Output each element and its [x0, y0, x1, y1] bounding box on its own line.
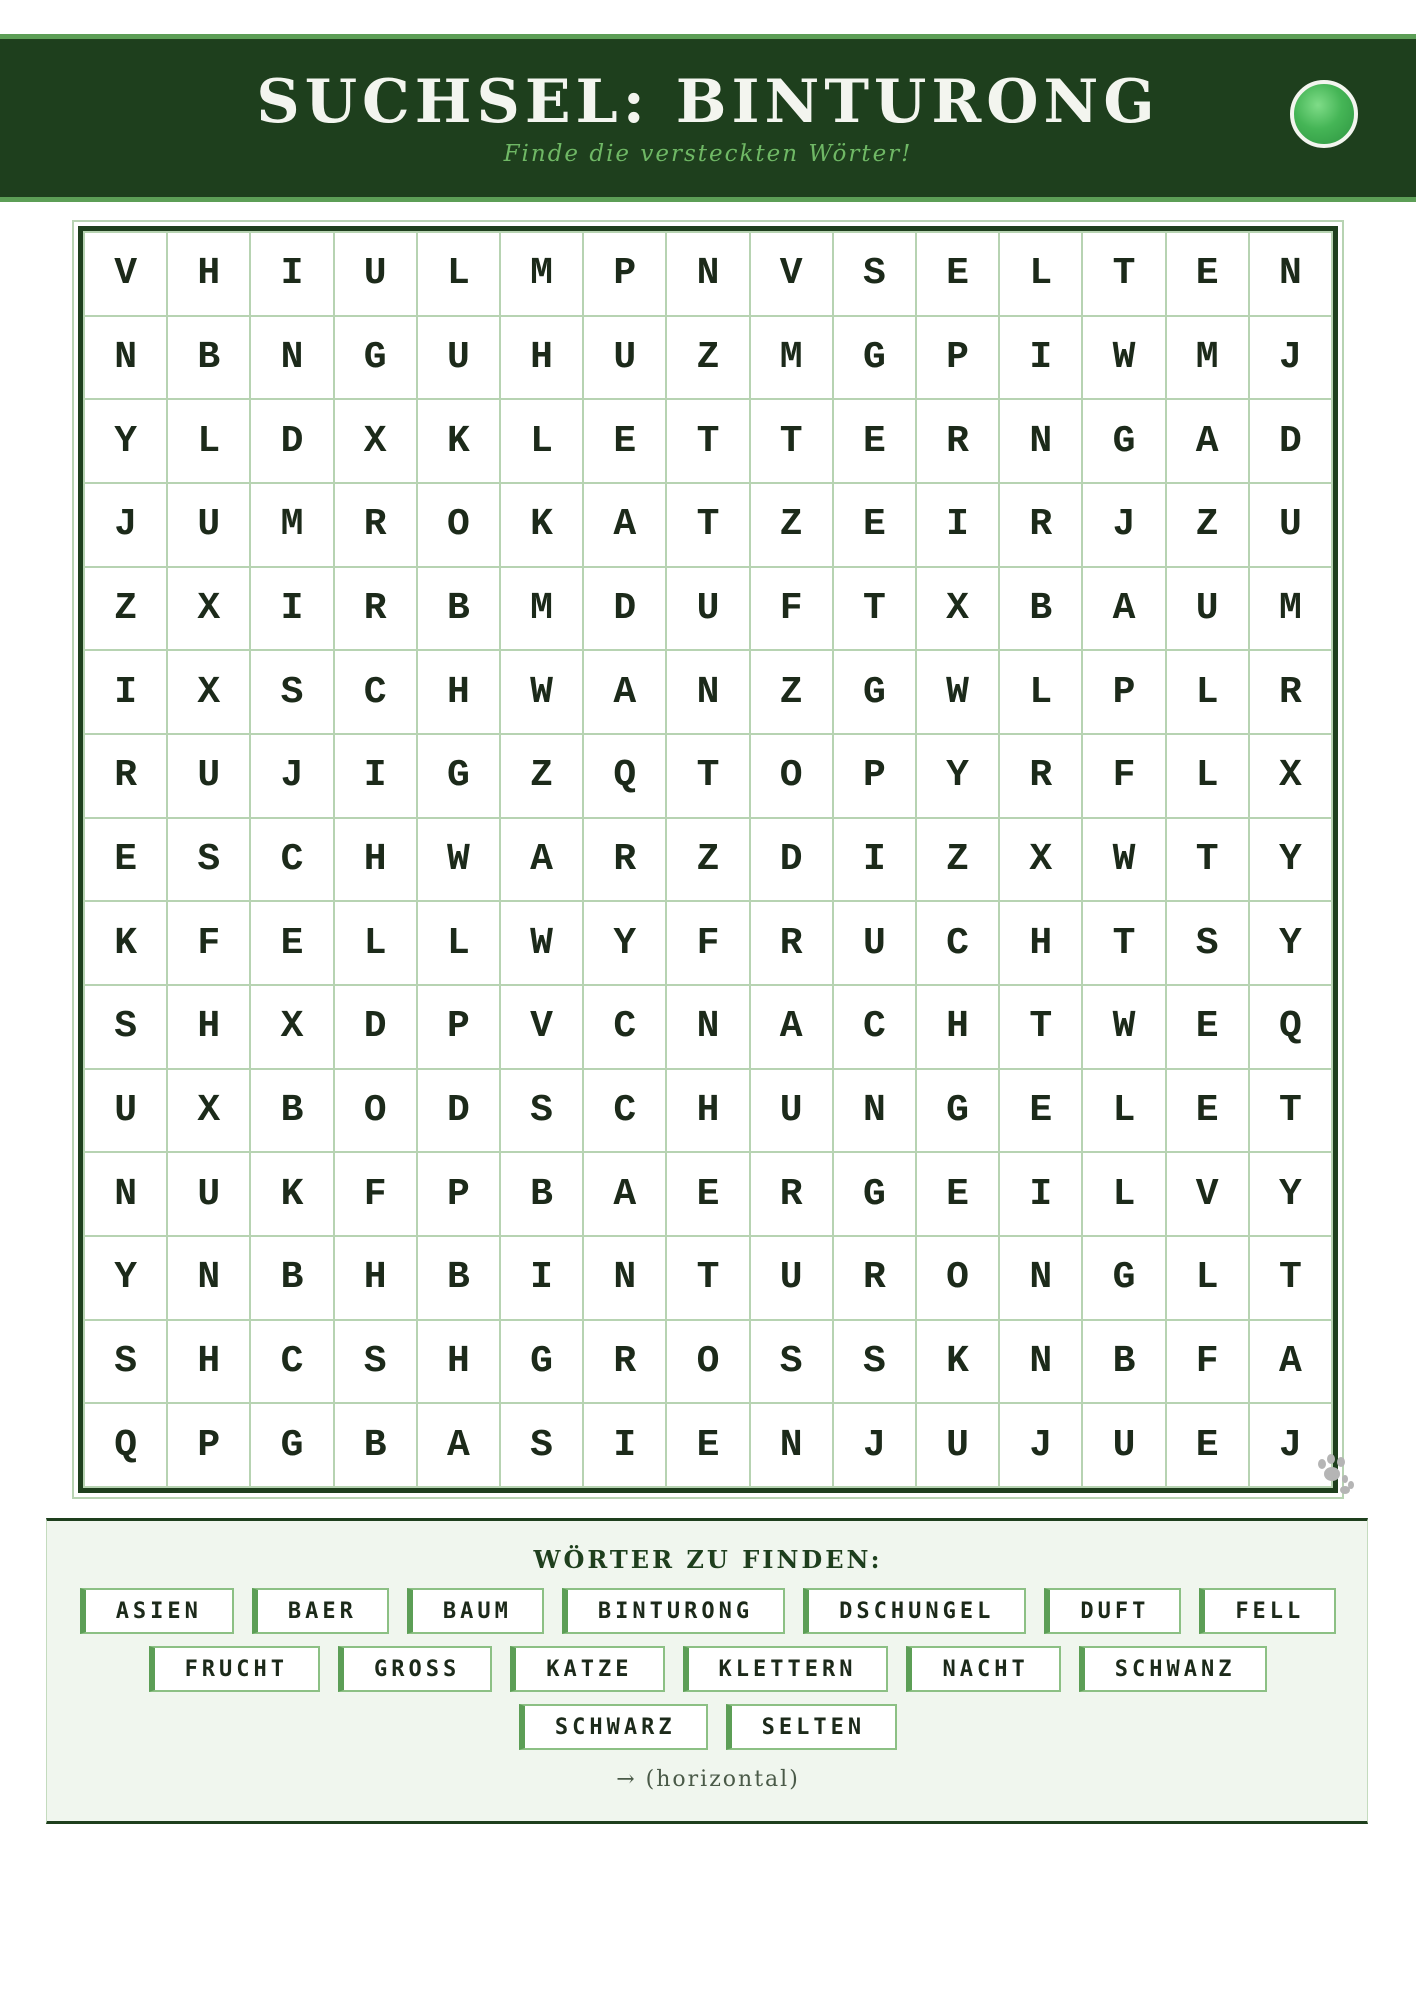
grid-cell: F	[335, 1153, 418, 1237]
grid-cell: B	[1000, 568, 1083, 652]
grid-cell: R	[751, 1153, 834, 1237]
grid-cell: W	[917, 651, 1000, 735]
word-chip: BAUM	[407, 1588, 544, 1634]
grid-cell: L	[168, 400, 251, 484]
word-chip: SELTEN	[726, 1704, 897, 1750]
grid-cell: Y	[584, 902, 667, 986]
grid-cell: F	[751, 568, 834, 652]
grid-cell: N	[834, 1070, 917, 1154]
grid-cell: X	[1250, 735, 1333, 819]
grid-cell: K	[251, 1153, 334, 1237]
grid-cell: D	[418, 1070, 501, 1154]
grid-cell: T	[834, 568, 917, 652]
grid-cell: I	[917, 484, 1000, 568]
grid-cell: C	[251, 819, 334, 903]
letter-grid	[83, 231, 1333, 1488]
grid-cell: N	[1250, 233, 1333, 317]
grid-cell: I	[584, 1404, 667, 1488]
grid-cell: B	[335, 1404, 418, 1488]
grid-cell: T	[751, 400, 834, 484]
grid-cell: W	[1083, 317, 1166, 401]
grid-cell: B	[251, 1237, 334, 1321]
word-list-panel	[46, 1518, 1368, 1824]
grid-cell: U	[751, 1237, 834, 1321]
grid-cell: G	[834, 651, 917, 735]
grid-cell: E	[667, 1153, 750, 1237]
grid-cell: U	[1083, 1404, 1166, 1488]
grid-cell: X	[168, 651, 251, 735]
grid-cell: E	[1167, 986, 1250, 1070]
grid-cell: E	[834, 484, 917, 568]
word-list-heading: WÖRTER ZU FINDEN:	[533, 1545, 883, 1574]
grid-cell: I	[1000, 1153, 1083, 1237]
grid-cell: P	[584, 233, 667, 317]
grid-cell: G	[1083, 1237, 1166, 1321]
word-chip: GROSS	[338, 1646, 492, 1692]
grid-cell: H	[168, 986, 251, 1070]
word-chip: ASIEN	[80, 1588, 234, 1634]
grid-cell: L	[1083, 1153, 1166, 1237]
grid-cell: T	[1250, 1237, 1333, 1321]
grid-cell: P	[168, 1404, 251, 1488]
grid-cell: X	[1000, 819, 1083, 903]
word-chip: KATZE	[510, 1646, 664, 1692]
grid-cell: T	[1083, 233, 1166, 317]
grid-cell: M	[1250, 568, 1333, 652]
grid-cell: J	[1250, 1404, 1333, 1488]
grid-cell: M	[501, 233, 584, 317]
grid-cell: R	[1250, 651, 1333, 735]
grid-cell: L	[1167, 735, 1250, 819]
grid-cell: U	[834, 902, 917, 986]
grid-cell: U	[584, 317, 667, 401]
grid-cell: U	[168, 484, 251, 568]
grid-cell: S	[834, 233, 917, 317]
grid-cell: I	[251, 568, 334, 652]
grid-cell: N	[751, 1404, 834, 1488]
grid-cell: M	[501, 568, 584, 652]
grid-cell: U	[751, 1070, 834, 1154]
grid-cell: H	[418, 651, 501, 735]
grid-cell: H	[917, 986, 1000, 1070]
grid-cell: B	[418, 1237, 501, 1321]
word-chip: FELL	[1199, 1588, 1336, 1634]
grid-cell: Z	[85, 568, 168, 652]
grid-cell: J	[834, 1404, 917, 1488]
grid-cell: W	[418, 819, 501, 903]
grid-cell: S	[834, 1321, 917, 1405]
grid-cell: H	[418, 1321, 501, 1405]
green-dot-icon	[1290, 80, 1358, 148]
grid-cell: N	[1000, 1237, 1083, 1321]
grid-cell: H	[335, 819, 418, 903]
grid-cell: T	[667, 400, 750, 484]
grid-cell: N	[85, 317, 168, 401]
grid-cell: A	[1083, 568, 1166, 652]
grid-cell: C	[584, 1070, 667, 1154]
grid-cell: H	[667, 1070, 750, 1154]
grid-cell: E	[85, 819, 168, 903]
word-row	[47, 1646, 1369, 1692]
grid-cell: L	[335, 902, 418, 986]
word-chip: NACHT	[906, 1646, 1060, 1692]
grid-cell: H	[501, 317, 584, 401]
grid-cell: A	[418, 1404, 501, 1488]
grid-cell: B	[168, 317, 251, 401]
page-subtitle: Finde die versteckten Wörter!	[503, 141, 913, 167]
grid-cell: C	[584, 986, 667, 1070]
grid-cell: Z	[1167, 484, 1250, 568]
grid-cell: K	[418, 400, 501, 484]
grid-cell: Y	[85, 400, 168, 484]
grid-cell: O	[667, 1321, 750, 1405]
grid-cell: G	[251, 1404, 334, 1488]
grid-cell: Q	[85, 1404, 168, 1488]
grid-cell: V	[751, 233, 834, 317]
grid-cell: O	[335, 1070, 418, 1154]
grid-cell: E	[1167, 1404, 1250, 1488]
grid-cell: E	[1167, 233, 1250, 317]
word-chip: BINTURONG	[562, 1588, 785, 1634]
grid-cell: Y	[1250, 902, 1333, 986]
grid-cell: N	[85, 1153, 168, 1237]
grid-cell: D	[751, 819, 834, 903]
grid-cell: U	[335, 233, 418, 317]
grid-cell: J	[1000, 1404, 1083, 1488]
grid-cell: E	[251, 902, 334, 986]
word-chip: FRUCHT	[149, 1646, 320, 1692]
grid-cell: U	[85, 1070, 168, 1154]
grid-cell: H	[335, 1237, 418, 1321]
grid-cell: G	[917, 1070, 1000, 1154]
grid-cell: Y	[917, 735, 1000, 819]
grid-cell: L	[418, 233, 501, 317]
grid-cell: G	[501, 1321, 584, 1405]
grid-cell: T	[667, 484, 750, 568]
grid-cell: P	[1083, 651, 1166, 735]
grid-cell: C	[251, 1321, 334, 1405]
grid-cell: C	[917, 902, 1000, 986]
grid-cell: C	[834, 986, 917, 1070]
grid-cell: D	[251, 400, 334, 484]
grid-cell: J	[251, 735, 334, 819]
grid-cell: I	[251, 233, 334, 317]
grid-cell: N	[667, 986, 750, 1070]
grid-cell: Z	[501, 735, 584, 819]
grid-cell: Z	[751, 651, 834, 735]
grid-cell: U	[168, 1153, 251, 1237]
header-banner	[0, 34, 1416, 202]
word-chip: SCHWARZ	[519, 1704, 708, 1750]
grid-cell: R	[1000, 484, 1083, 568]
grid-cell: J	[1250, 317, 1333, 401]
word-row	[47, 1704, 1369, 1750]
grid-cell: D	[584, 568, 667, 652]
grid-cell: W	[501, 651, 584, 735]
grid-cell: R	[335, 484, 418, 568]
grid-cell: P	[917, 317, 1000, 401]
grid-cell: N	[251, 317, 334, 401]
grid-cell: L	[1167, 1237, 1250, 1321]
grid-cell: N	[168, 1237, 251, 1321]
direction-note: → (horizontal)	[616, 1767, 800, 1792]
grid-cell: E	[584, 400, 667, 484]
grid-cell: E	[917, 233, 1000, 317]
grid-cell: M	[1167, 317, 1250, 401]
grid-cell: R	[335, 568, 418, 652]
grid-cell: E	[917, 1153, 1000, 1237]
grid-cell: Z	[667, 317, 750, 401]
grid-cell: G	[418, 735, 501, 819]
grid-cell: U	[168, 735, 251, 819]
grid-cell: T	[667, 735, 750, 819]
grid-cell: S	[85, 986, 168, 1070]
grid-cell: R	[751, 902, 834, 986]
grid-cell: I	[85, 651, 168, 735]
grid-cell: Y	[1250, 1153, 1333, 1237]
grid-cell: Y	[85, 1237, 168, 1321]
grid-cell: U	[917, 1404, 1000, 1488]
grid-cell: Z	[667, 819, 750, 903]
word-chip: BAER	[252, 1588, 389, 1634]
grid-cell: K	[501, 484, 584, 568]
grid-cell: E	[667, 1404, 750, 1488]
grid-cell: N	[1000, 1321, 1083, 1405]
grid-cell: Q	[584, 735, 667, 819]
grid-cell: I	[501, 1237, 584, 1321]
grid-cell: T	[667, 1237, 750, 1321]
grid-cell: S	[501, 1404, 584, 1488]
page-title: SUCHSEL: BINTURONG	[256, 67, 1160, 137]
grid-cell: L	[1000, 233, 1083, 317]
grid-cell: P	[418, 1153, 501, 1237]
grid-cell: N	[1000, 400, 1083, 484]
grid-cell: A	[584, 1153, 667, 1237]
grid-cell: B	[1083, 1321, 1166, 1405]
grid-cell: W	[1083, 986, 1166, 1070]
grid-cell: J	[1083, 484, 1166, 568]
grid-cell: F	[1167, 1321, 1250, 1405]
grid-cell: S	[85, 1321, 168, 1405]
word-chip: DUFT	[1044, 1588, 1181, 1634]
grid-cell: X	[168, 568, 251, 652]
grid-cell: S	[335, 1321, 418, 1405]
grid-cell: I	[834, 819, 917, 903]
grid-cell: F	[1083, 735, 1166, 819]
grid-cell: U	[1250, 484, 1333, 568]
grid-cell: X	[335, 400, 418, 484]
grid-cell: O	[917, 1237, 1000, 1321]
word-chip: DSCHUNGEL	[803, 1588, 1026, 1634]
grid-cell: O	[751, 735, 834, 819]
grid-cell: R	[85, 735, 168, 819]
grid-cell: E	[1000, 1070, 1083, 1154]
grid-cell: A	[751, 986, 834, 1070]
grid-cell: D	[1250, 400, 1333, 484]
grid-cell: N	[667, 233, 750, 317]
grid-cell: Y	[1250, 819, 1333, 903]
grid-cell: X	[168, 1070, 251, 1154]
grid-cell: L	[501, 400, 584, 484]
grid-cell: S	[1167, 902, 1250, 986]
grid-cell: E	[834, 400, 917, 484]
grid-cell: A	[584, 484, 667, 568]
grid-cell: M	[251, 484, 334, 568]
grid-cell: M	[751, 317, 834, 401]
grid-cell: J	[85, 484, 168, 568]
grid-cell: I	[1000, 317, 1083, 401]
grid-cell: F	[168, 902, 251, 986]
grid-cell: W	[501, 902, 584, 986]
word-chip: KLETTERN	[683, 1646, 889, 1692]
grid-cell: L	[1167, 651, 1250, 735]
grid-cell: G	[1083, 400, 1166, 484]
grid-cell: R	[1000, 735, 1083, 819]
grid-cell: R	[584, 819, 667, 903]
grid-cell: K	[917, 1321, 1000, 1405]
grid-cell: L	[1083, 1070, 1166, 1154]
grid-cell: F	[667, 902, 750, 986]
grid-cell: N	[584, 1237, 667, 1321]
grid-cell: X	[917, 568, 1000, 652]
grid-cell: G	[834, 1153, 917, 1237]
grid-cell: O	[418, 484, 501, 568]
grid-cell: P	[418, 986, 501, 1070]
grid-cell: T	[1083, 902, 1166, 986]
grid-cell: A	[1250, 1321, 1333, 1405]
grid-cell: G	[834, 317, 917, 401]
grid-cell: A	[1167, 400, 1250, 484]
grid-cell: U	[1167, 568, 1250, 652]
grid-cell: S	[251, 651, 334, 735]
grid-cell: B	[251, 1070, 334, 1154]
grid-cell: V	[501, 986, 584, 1070]
grid-cell: H	[168, 233, 251, 317]
grid-cell: U	[418, 317, 501, 401]
word-row	[47, 1588, 1369, 1634]
grid-cell: H	[1000, 902, 1083, 986]
grid-cell: Z	[751, 484, 834, 568]
grid-cell: U	[667, 568, 750, 652]
grid-cell: I	[335, 735, 418, 819]
grid-cell: T	[1250, 1070, 1333, 1154]
grid-cell: S	[501, 1070, 584, 1154]
grid-cell: R	[917, 400, 1000, 484]
grid-cell: A	[501, 819, 584, 903]
grid-cell: N	[667, 651, 750, 735]
grid-cell: T	[1167, 819, 1250, 903]
grid-cell: W	[1083, 819, 1166, 903]
grid-cell: S	[168, 819, 251, 903]
grid-cell: X	[251, 986, 334, 1070]
grid-cell: C	[335, 651, 418, 735]
grid-cell: Z	[917, 819, 1000, 903]
paw-icon	[1313, 1452, 1357, 1496]
grid-cell: H	[168, 1321, 251, 1405]
grid-cell: R	[584, 1321, 667, 1405]
grid-cell: B	[418, 568, 501, 652]
grid-cell: L	[1000, 651, 1083, 735]
grid-cell: T	[1000, 986, 1083, 1070]
grid-cell: R	[834, 1237, 917, 1321]
grid-cell: E	[1167, 1070, 1250, 1154]
grid-cell: L	[418, 902, 501, 986]
grid-cell: P	[834, 735, 917, 819]
grid-cell: K	[85, 902, 168, 986]
word-chip: SCHWANZ	[1079, 1646, 1268, 1692]
grid-cell: S	[751, 1321, 834, 1405]
grid-cell: V	[1167, 1153, 1250, 1237]
grid-cell: B	[501, 1153, 584, 1237]
grid-cell: Q	[1250, 986, 1333, 1070]
grid-cell: V	[85, 233, 168, 317]
grid-cell: G	[335, 317, 418, 401]
grid-cell: A	[584, 651, 667, 735]
grid-cell: D	[335, 986, 418, 1070]
